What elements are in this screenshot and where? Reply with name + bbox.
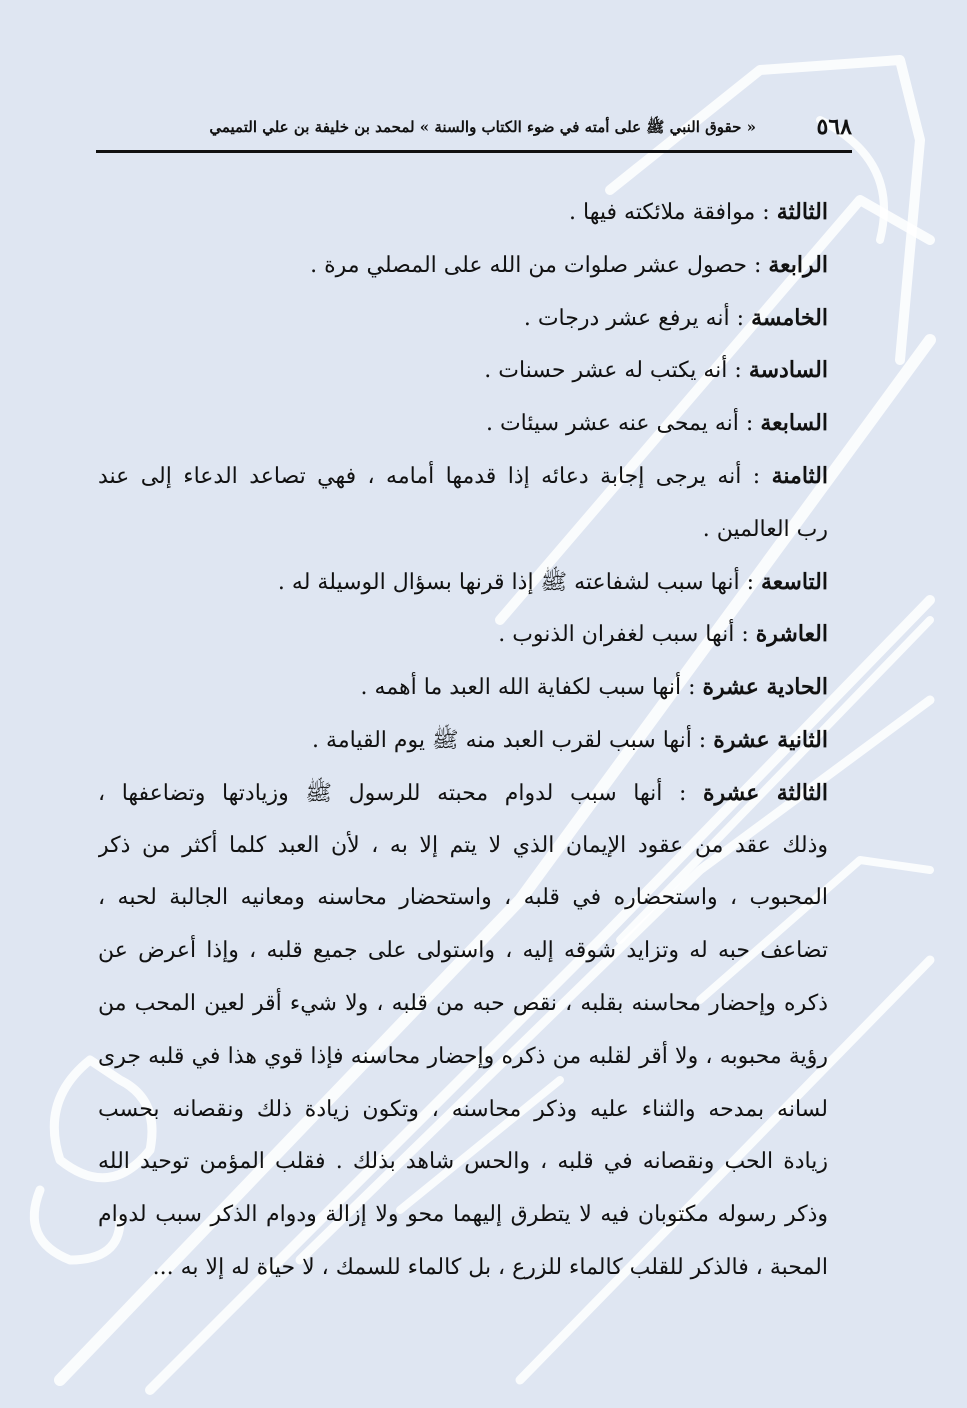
item-text: : أنها سبب لدوام محبته للرسول ﷺ وزيادتها وتضاعفها ، xyxy=(98,780,703,806)
item-line xyxy=(98,239,828,292)
paragraph-line: لسانه بمدحه والثناء عليه وذكر محاسنه ، وتكون زيادة ذلك ونقصانه بحسب xyxy=(98,1096,828,1122)
item-label: السابعة xyxy=(760,410,828,437)
item-label: الثامنة xyxy=(771,462,828,489)
paragraph-line: المحبوب ، واستحضاره في قلبه ، واستحضار محاسنه ومعانيه الجالبة لحبه ، xyxy=(98,885,828,911)
page-number: ٥٦٨ xyxy=(816,114,852,140)
item-label: السادسة xyxy=(748,357,828,384)
item-text: : أنه يرفع عشر درجات . xyxy=(523,305,752,331)
item-label: الثانية عشرة xyxy=(713,726,828,753)
item-text: : أنه يرجى إجابة دعائه إذا قدمها أمامه ، فهي تصاعد الدعاء إلى عند xyxy=(98,463,772,489)
item-line xyxy=(98,714,828,767)
item-line-continuation xyxy=(98,503,828,556)
item-label: العاشرة xyxy=(755,621,828,648)
paragraph-line: تضاعف حبه له وتزايد شوقه إليه ، واستولى على جميع قلبه ، وإذا أعرض عن xyxy=(98,938,828,964)
item-label: الخامسة xyxy=(751,304,828,331)
item-text: : حصول عشر صلوات من الله على المصلي مرة . xyxy=(310,252,769,278)
item-label: التاسعة xyxy=(761,568,828,595)
paragraph-line: المحبة ، فالذكر للقلب كالماء للزرع ، بل كالماء للسمك ، لا حياة له إلا به ... xyxy=(152,1254,828,1280)
item-text: رب العالمين . xyxy=(702,516,828,542)
item-line xyxy=(98,450,828,503)
item-text: : أنها سبب لشفاعته ﷺ إذا قرنها بسؤال الوسيلة له . xyxy=(277,569,761,595)
item-line xyxy=(98,556,828,609)
item-label: الثالثة عشرة xyxy=(703,779,828,806)
paragraph-line: وذلك عقد من عقود الإيمان الذي لا يتم إلا به ، لأن العبد كلما أكثر من ذكر xyxy=(98,832,828,858)
item-line xyxy=(98,397,828,450)
body-text xyxy=(98,186,828,1295)
item-text: : أنها سبب لكفاية الله العبد ما أهمه . xyxy=(360,675,703,701)
item-label: الرابعة xyxy=(768,251,828,278)
item-text: : أنه يكتب له عشر حسنات . xyxy=(484,358,749,384)
item-text: : أنه يمحى عنه عشر سيئات . xyxy=(485,411,761,437)
running-title: « حقوق النبي ﷺ على أمته في ضوء الكتاب والسنة » لمحمد بن خليفة بن علي التميمي xyxy=(209,118,756,136)
item-line xyxy=(98,292,828,345)
paragraph-line: رؤية محبوبه ، ولا أقر لقلبه من ذكره وإحضار محاسنه فإذا قوي هذا في قلبه جرى xyxy=(98,1043,828,1069)
page-header xyxy=(96,108,852,148)
paragraph-line: ذكره وإحضار محاسنه بقلبه ، نقص حبه من قلبه ، ولا شيء أقر لعين المحب من xyxy=(98,990,828,1016)
paragraph-line: زيادة الحب ونقصانه في قلبه ، والحس شاهد بذلك . فقلب المؤمن توحيد الله xyxy=(98,1149,828,1175)
item-line xyxy=(98,661,828,714)
item-text: : أنها سبب لقرب العبد منه ﷺ يوم القيامة . xyxy=(312,727,714,753)
item-text: : أنها سبب لغفران الذنوب . xyxy=(498,622,756,648)
paragraph-line: وذكر رسوله مكتوبان فيه لا يتطرق إليهما محو ولا إزالة ودوام الذكر سبب لدوام xyxy=(98,1202,828,1228)
item-label: الثالثة xyxy=(776,199,828,225)
item-line xyxy=(98,767,828,820)
item-label: الحادية عشرة xyxy=(702,674,828,701)
item-text: : موافقة ملائكته فيها . xyxy=(569,200,777,225)
item-line xyxy=(98,344,828,397)
header-divider xyxy=(96,150,852,153)
item-line xyxy=(98,608,828,661)
item-line xyxy=(98,186,828,239)
